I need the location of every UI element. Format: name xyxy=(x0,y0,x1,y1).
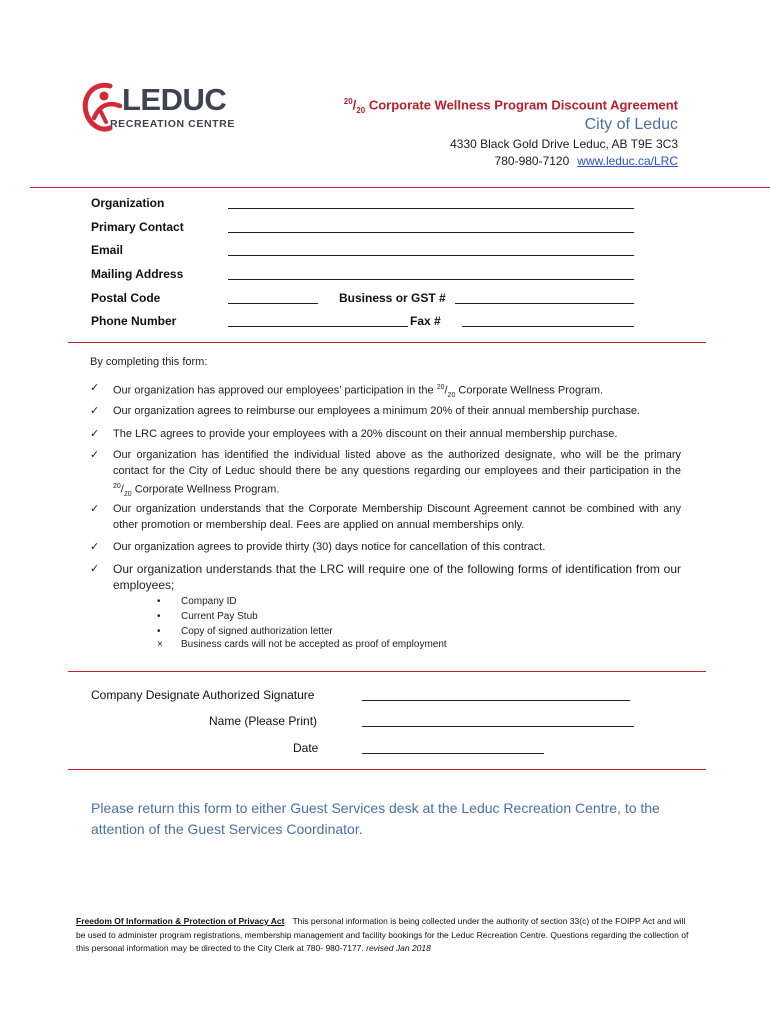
website-link[interactable]: www.leduc.ca/LRC xyxy=(577,154,678,168)
date-field[interactable] xyxy=(362,753,544,754)
bullet-icon: • xyxy=(157,611,161,622)
primary-contact-field[interactable] xyxy=(228,232,634,233)
leduc-logo xyxy=(80,80,250,135)
primary-contact-label: Primary Contact xyxy=(91,220,184,234)
term-item: Our organization has approved our employees’ participation in the $^{20}/_{20}$ Corporate Wellness Program. xyxy=(113,384,604,399)
privacy-notice xyxy=(76,915,696,956)
bullet-icon: • xyxy=(157,626,161,637)
term-item: Our organization understands that the Corporate Membership Discount Agreement cannot be combined with any other promotion or membership deal. Fees are applied on annual memberships only. xyxy=(113,503,681,531)
mailing-address-label: Mailing Address xyxy=(91,267,184,281)
revision-date: revised Jan 2018 xyxy=(366,943,431,953)
contact-line xyxy=(495,154,678,168)
divider xyxy=(68,769,706,770)
logo-wordmark: LEDUC xyxy=(122,82,227,117)
city-name: City of Leduc xyxy=(584,116,678,133)
check-icon: ✓ xyxy=(90,405,100,417)
bullet-icon: • xyxy=(157,596,161,607)
privacy-body: This personal information is being collected under the authority of section 33(c) of the FOIPP Act and will be used to administer program registrations, membership management and facility bookings for the Leduc Recreation Centre. Questions regarding the collection of this personal information may be directed to the City Clerk at 780- 980-7177. xyxy=(76,916,689,953)
logo-subtitle: RECREATION CENTRE xyxy=(110,118,235,130)
divider xyxy=(68,671,706,672)
check-icon: ✓ xyxy=(90,563,100,575)
email-label: Email xyxy=(91,243,124,257)
phone-number-field[interactable] xyxy=(228,326,408,327)
organization-label: Organization xyxy=(91,196,165,210)
terms-intro: By completing this form: xyxy=(90,356,208,368)
term-item: Our organization agrees to provide thirty (30) days notice for cancellation of this contract. xyxy=(113,541,546,553)
address: 4330 Black Gold Drive Leduc, AB T9E 3C3 xyxy=(450,137,678,151)
signature-field[interactable] xyxy=(362,700,630,701)
term-item: The LRC agrees to provide your employees with a 20% discount on their annual membership purchase. xyxy=(113,428,618,440)
id-form-item: Current Pay Stub xyxy=(181,611,258,622)
postal-code-label: Postal Code xyxy=(91,291,161,305)
business-gst-field[interactable] xyxy=(455,303,634,304)
fax-label: Fax # xyxy=(410,314,441,328)
fax-field[interactable] xyxy=(462,326,634,327)
check-icon: ✓ xyxy=(90,503,100,515)
phone-number: 780-980-7120 xyxy=(494,154,570,168)
email-field[interactable] xyxy=(228,255,634,256)
term-item: Our organization understands that the LRC will require one of the following forms of identification from our employees; xyxy=(113,562,681,592)
not-accepted-note: Business cards will not be accepted as proof of employment xyxy=(181,639,447,650)
name-label: Name (Please Print) xyxy=(209,714,318,728)
privacy-heading: Freedom Of Information & Protection of Privacy Act xyxy=(76,916,285,926)
divider xyxy=(30,187,770,188)
divider xyxy=(68,342,706,343)
id-form-item: Copy of signed authorization letter xyxy=(181,626,333,637)
check-icon: ✓ xyxy=(90,449,100,461)
document-title: $^{20}/_{20}$ Corporate Wellness Program Discount Agreement xyxy=(343,97,678,115)
date-label: Date xyxy=(293,741,319,755)
cross-icon: × xyxy=(157,639,163,650)
business-gst-label: Business or GST # xyxy=(339,291,446,305)
postal-code-field[interactable] xyxy=(228,303,318,304)
phone-number-label: Phone Number xyxy=(91,314,177,328)
organization-field[interactable] xyxy=(228,208,634,209)
return-instructions: Please return this form to either Guest Services desk at the Leduc Recreation Centre, to the attention of the Guest Services Coordinator. xyxy=(91,800,660,837)
term-item: Our organization has identified the individual listed above as the authorized designate, who will be the primary contact for the City of Leduc should there be any questions regarding our employees and their participation in the $^{20}/_{20}$ Corporate Wellness Program. xyxy=(113,449,681,498)
name-field[interactable] xyxy=(362,726,634,727)
term-item: Our organization agrees to reimburse our employees a minimum 20% of their annual membership purchase. xyxy=(113,405,641,417)
mailing-address-field[interactable] xyxy=(228,279,634,280)
check-icon: ✓ xyxy=(90,382,100,394)
signature-label: Company Designate Authorized Signature xyxy=(91,688,315,702)
check-icon: ✓ xyxy=(90,541,100,553)
check-icon: ✓ xyxy=(90,428,100,440)
id-form-item: Company ID xyxy=(181,596,237,607)
